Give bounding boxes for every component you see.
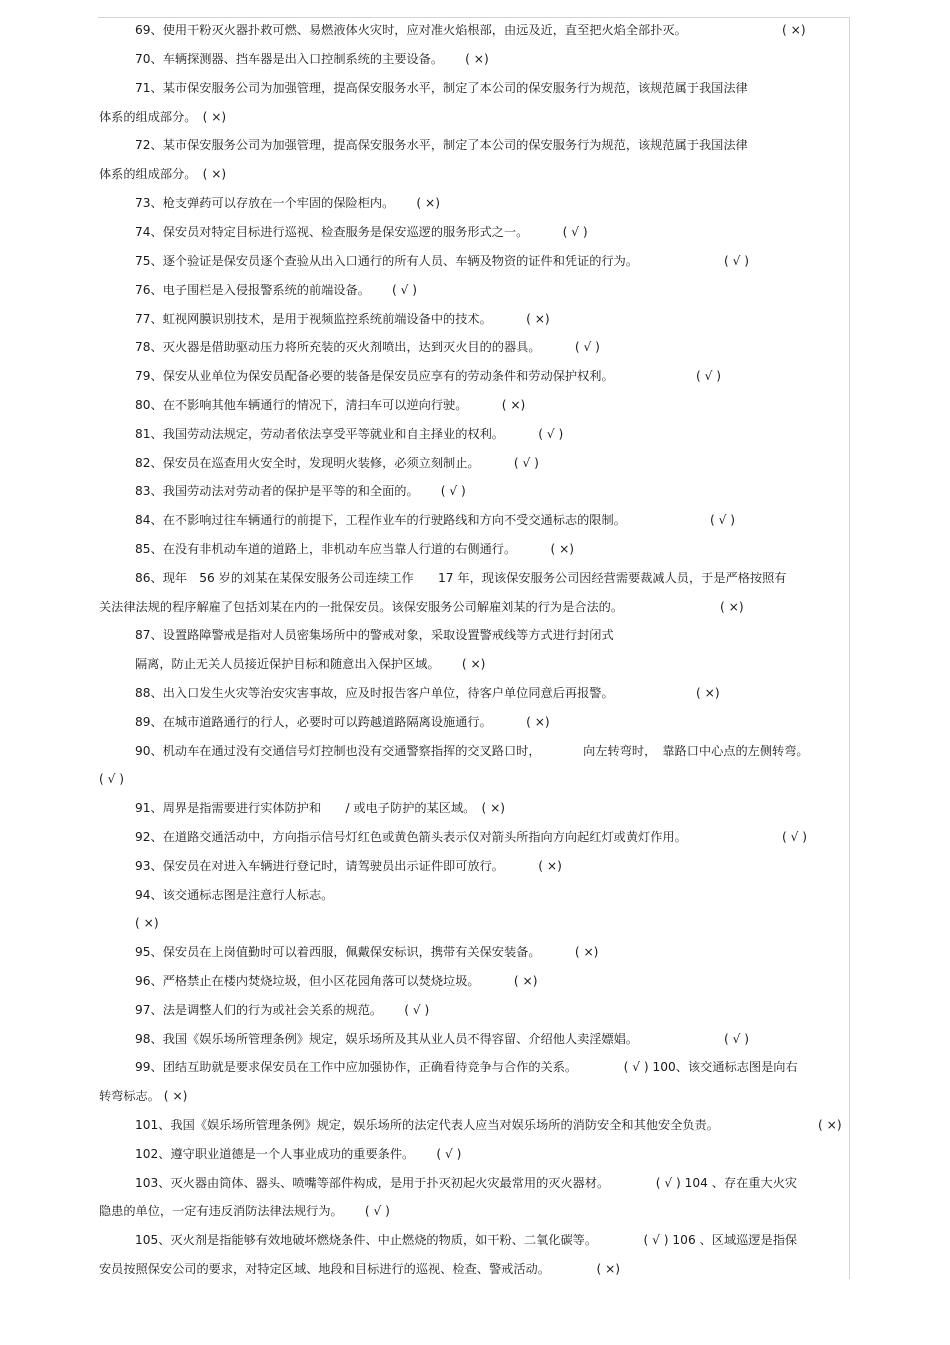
- text-line: 75、逐个验证是保安员逐个查验从出入口通行的所有人员、车辆及物资的证件和凭证的行为。: [135, 254, 639, 268]
- text-line: 转弯标志。 ( ×): [99, 1089, 188, 1103]
- text-line: 93、保安员在对进入车辆进行登记时，请驾驶员出示证件即可放行。 ( ×): [135, 859, 562, 873]
- text-line: 隐患的单位，一定有违反消防法律法规行为。 ( √ ): [99, 1204, 390, 1218]
- text-line: 72、某市保安服务公司为加强管理，提高保安服务水平，制定了本公司的保安服务行为规范，该规范属于我国法律: [135, 138, 748, 152]
- text-line: 69、使用干粉灭火器扑救可燃、易燃液体火灾时，应对准火焰根部，由远及近，直至把火焰全部扑灭。: [135, 23, 687, 37]
- text-line: 体系的组成部分。 ( ×): [99, 110, 227, 124]
- text-line: ( √ ): [99, 772, 125, 786]
- text-line: 73、枪支弹药可以存放在一个牢固的保险柜内。 ( ×): [135, 196, 441, 210]
- text-line: 安员按照保安公司的要求，对特定区域、地段和目标进行的巡视、检查、警戒活动。 ( ×): [99, 1262, 621, 1276]
- text-line: 78、灭火器是借助驱动压力将所充装的灭火剂喷出，达到灭火目的的器具。 ( √ ): [135, 340, 600, 354]
- text-line: 80、在不影响其他车辆通行的情况下，清扫车可以逆向行驶。 ( ×): [135, 398, 526, 412]
- text-line: 97、法是调整人们的行为或社会关系的规范。 ( √ ): [135, 1003, 430, 1017]
- text-line: 79、保安从业单位为保安员配备必要的装备是保安员应享有的劳动条件和劳动保护权利。: [135, 369, 614, 383]
- text-line: 体系的组成部分。 ( ×): [99, 167, 227, 181]
- text-line: 82、保安员在巡查用火安全时，发现明火装修，必须立刻制止。 ( √ ): [135, 456, 539, 470]
- text-line: 92、在道路交通活动中，方向指示信号灯红色或黄色箭头表示仅对箭头所指向方向起红灯或黄灯作用。: [135, 830, 687, 844]
- text-line: 76、电子围栏是入侵报警系统的前端设备。 ( √ ): [135, 283, 418, 297]
- answer-mark: ( ×): [782, 23, 806, 37]
- text-line: 90、机动车在通过没有交通信号灯控制也没有交通警察指挥的交叉路口时， 向左转弯时， 靠路口中心点的左侧转弯。: [135, 744, 809, 758]
- page-border-top: [98, 17, 849, 18]
- text-line: 87、设置路障警戒是指对人员密集场所中的警戒对象，采取设置警戒线等方式进行封闭式: [135, 628, 614, 642]
- text-line: 101、我国《娱乐场所管理条例》规定，娱乐场所的法定代表人应当对娱乐场所的消防安全和其他安全负责。: [135, 1118, 719, 1132]
- text-line: 83、我国劳动法对劳动者的保护是平等的和全面的。 ( √ ): [135, 484, 466, 498]
- text-line: 77、虹视网膜识别技术，是用于视频监控系统前端设备中的技术。 ( ×): [135, 312, 550, 326]
- text-line: 89、在城市道路通行的行人，必要时可以跨越道路隔离设施通行。 ( ×): [135, 715, 550, 729]
- text-line: 103、灭火器由筒体、器头、喷嘴等部件构成，是用于扑灭初起火灾最常用的灭火器材。 ( √ ) 104 、存在重大火灾: [135, 1176, 798, 1190]
- text-line: ( ×): [135, 916, 159, 930]
- text-line: 99、团结互助就是要求保安员在工作中应加强协作，正确看待竞争与合作的关系。 ( √ ) 100、该交通标志图是向右: [135, 1060, 798, 1074]
- text-line: 74、保安员对特定目标进行巡视、检查服务是保安巡逻的服务形式之一。 ( √ ): [135, 225, 588, 239]
- text-line: 隔离，防止无关人员接近保护目标和随意出入保护区域。 ( ×): [135, 657, 486, 671]
- text-line: 84、在不影响过往车辆通行的前提下，工程作业车的行驶路线和方向不受交通标志的限制。: [135, 513, 626, 527]
- answer-mark: ( ×): [818, 1118, 842, 1132]
- text-line: 94、该交通标志图是注意行人标志。: [135, 888, 334, 902]
- text-line: 102、遵守职业道德是一个人事业成功的重要条件。 ( √ ): [135, 1147, 462, 1161]
- text-line: 71、某市保安服务公司为加强管理，提高保安服务水平，制定了本公司的保安服务行为规范，该规范属于我国法律: [135, 81, 748, 95]
- text-line: 95、保安员在上岗值勤时可以着西服，佩戴保安标识，携带有关保安装备。 ( ×): [135, 945, 599, 959]
- answer-mark: ( ×): [696, 686, 720, 700]
- answer-mark: ( √ ): [710, 513, 736, 527]
- page-border-right: [849, 17, 850, 1279]
- text-line: 70、车辆探测器、挡车器是出入口控制系统的主要设备。 ( ×): [135, 52, 489, 66]
- answer-mark: ( √ ): [724, 254, 750, 268]
- text-line: 88、出入口发生火灾等治安灾害事故，应及时报告客户单位，待客户单位同意后再报警。: [135, 686, 614, 700]
- text-line: 86、现年 56 岁的刘某在某保安服务公司连续工作 17 年，现该保安服务公司因经营需要裁减人员，于是严格按照有: [135, 571, 787, 585]
- answer-mark: ( √ ): [724, 1032, 750, 1046]
- answer-mark: ( √ ): [782, 830, 808, 844]
- text-line: 81、我国劳动法规定，劳动者依法享受平等就业和自主择业的权利。 ( √ ): [135, 427, 564, 441]
- text-line: 96、严格禁止在楼内焚烧垃圾，但小区花园角落可以焚烧垃圾。 ( ×): [135, 974, 538, 988]
- text-line: 85、在没有非机动车道的道路上，非机动车应当靠人行道的右侧通行。 ( ×): [135, 542, 575, 556]
- text-line: 关法律法规的程序解雇了包括刘某在内的一批保安员。该保安服务公司解雇刘某的行为是合法的。: [99, 600, 624, 614]
- answer-mark: ( √ ): [696, 369, 722, 383]
- text-line: 105、灭火剂是指能够有效地破坏燃烧条件、中止燃烧的物质，如干粉、二氧化碳等。 ( √ ) 106 、区域巡逻是指保: [135, 1233, 798, 1247]
- text-line: 91、周界是指需要进行实体防护和 / 或电子防护的某区域。 ( ×): [135, 801, 506, 815]
- answer-mark: ( ×): [720, 600, 744, 614]
- text-line: 98、我国《娱乐场所管理条例》规定，娱乐场所及其从业人员不得容留、介绍他人卖淫嫖娼。: [135, 1032, 639, 1046]
